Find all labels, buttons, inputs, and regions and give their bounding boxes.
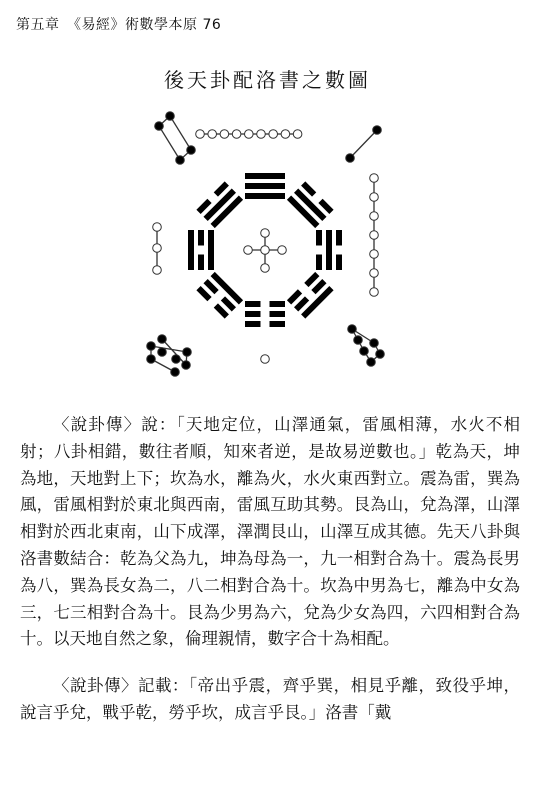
diagram-svg (130, 110, 400, 390)
trigram-kan (316, 230, 342, 270)
dot-bottom-right (348, 325, 357, 334)
dot-bottom-left (171, 368, 180, 377)
dot-bottom-right (376, 350, 385, 359)
trigram-line-yin (336, 255, 342, 271)
trigram-line-yin (245, 311, 261, 317)
trigram-line-yang (208, 230, 214, 270)
dot-bottom-left (183, 348, 192, 357)
trigram-line-yang (245, 183, 285, 189)
dot-right (370, 174, 379, 183)
connector-top-left (159, 126, 180, 160)
dot-top (232, 130, 241, 139)
trigram-line-yang (245, 193, 285, 199)
paragraph-1: 〈說卦傳〉說：「天地定位，山澤通氣，雷風相薄，水火不相射；八卦相錯，數往者順，知來者逆，是故易逆數也。」乾為天，坤為地，天地對上下；坎為水，離為火，水火東西對立。震為雷，巽為風，雷風相對於東北與西南，雷風互助其勢。艮為山，兌為澤，山澤相對於西北東南，山下成澤，澤潤艮山，山澤互成其德。先天八卦與洛書數結合：乾為父為九，坤為母為一，九一相對合為十。震為長男為八，巽為長女為二，八二相對合為十。坎為中男為七，離為中女為三，七三相對合為十。艮為少男為六，兌為少女為四，六四相對合為十。以天地自然之象，倫理親情，數字合十為相配。 (20, 415, 520, 649)
dot-top (293, 130, 302, 139)
trigram-line-yin (245, 321, 261, 327)
dot-bottom-left (147, 355, 156, 364)
dot-bottom-right (360, 347, 369, 356)
dot-bottom (261, 355, 270, 364)
page-header: 第五章 《易經》術數學本原 76 (16, 17, 222, 33)
dot-top (208, 130, 217, 139)
trigram-zhen (196, 272, 243, 319)
trigram-line-yin (270, 311, 286, 317)
dot-bottom-left (172, 355, 181, 364)
trigram-kun (245, 301, 285, 327)
dot-left (153, 223, 162, 232)
dot-bottom-right (367, 358, 376, 367)
trigram-line-yin (316, 255, 322, 271)
connector-top-right (350, 130, 377, 158)
dot-top-right (346, 154, 355, 163)
dot-bottom-left (158, 335, 167, 344)
paragraph-2: 〈說卦傳〉記載：「帝出乎震，齊乎巽，相見乎離，致役乎坤，說言乎兌，戰乎乾，勞乎坎，成言乎艮。」洛書「戴 (20, 676, 520, 722)
dot-bottom-right (370, 339, 379, 348)
dot-right (370, 269, 379, 278)
dot-bottom-right (354, 336, 363, 345)
body-text (20, 412, 520, 727)
dot-center (261, 229, 270, 238)
trigram-line-yang (188, 230, 194, 270)
dot-left (153, 266, 162, 275)
dot-center (244, 246, 253, 255)
dot-center (261, 264, 270, 273)
trigram-qian (245, 173, 285, 199)
trigram-dui (196, 181, 243, 228)
luoshu-bagua-diagram (130, 110, 400, 390)
dot-right (370, 250, 379, 259)
trigram-li (188, 230, 214, 270)
dot-top (269, 130, 278, 139)
dot-top (281, 130, 290, 139)
dot-top-left (155, 122, 164, 131)
trigram-gen (287, 272, 334, 319)
trigram-line-yang (326, 230, 332, 270)
dot-right (370, 193, 379, 202)
trigram-line-yin (270, 301, 286, 307)
dot-right (370, 231, 379, 240)
dot-right (370, 288, 379, 297)
dot-left (153, 244, 162, 253)
dot-top (257, 130, 266, 139)
dot-bottom-left (182, 361, 191, 370)
trigram-line-yin (245, 301, 261, 307)
trigram-line-yin (270, 321, 286, 327)
trigram-line-yin (198, 255, 204, 271)
trigram-line-yin (336, 230, 342, 246)
dot-top (196, 130, 205, 139)
trigram-line-yin (198, 230, 204, 246)
connector-top-left (170, 116, 191, 150)
trigram-line-yin (316, 230, 322, 246)
dot-center (261, 246, 270, 255)
dot-top (220, 130, 229, 139)
dot-top-left (166, 112, 175, 121)
dot-right (370, 212, 379, 221)
dot-top (245, 130, 254, 139)
trigram-xun (287, 181, 334, 228)
dot-bottom-left (147, 342, 156, 351)
dot-center (278, 246, 287, 255)
dot-top-left (176, 156, 185, 165)
dot-top-right (373, 126, 382, 135)
dot-top-left (187, 146, 196, 155)
figure-title: 後天卦配洛書之數圖 (164, 68, 371, 92)
dot-bottom-left (158, 348, 167, 357)
trigram-line-yang (245, 173, 285, 179)
